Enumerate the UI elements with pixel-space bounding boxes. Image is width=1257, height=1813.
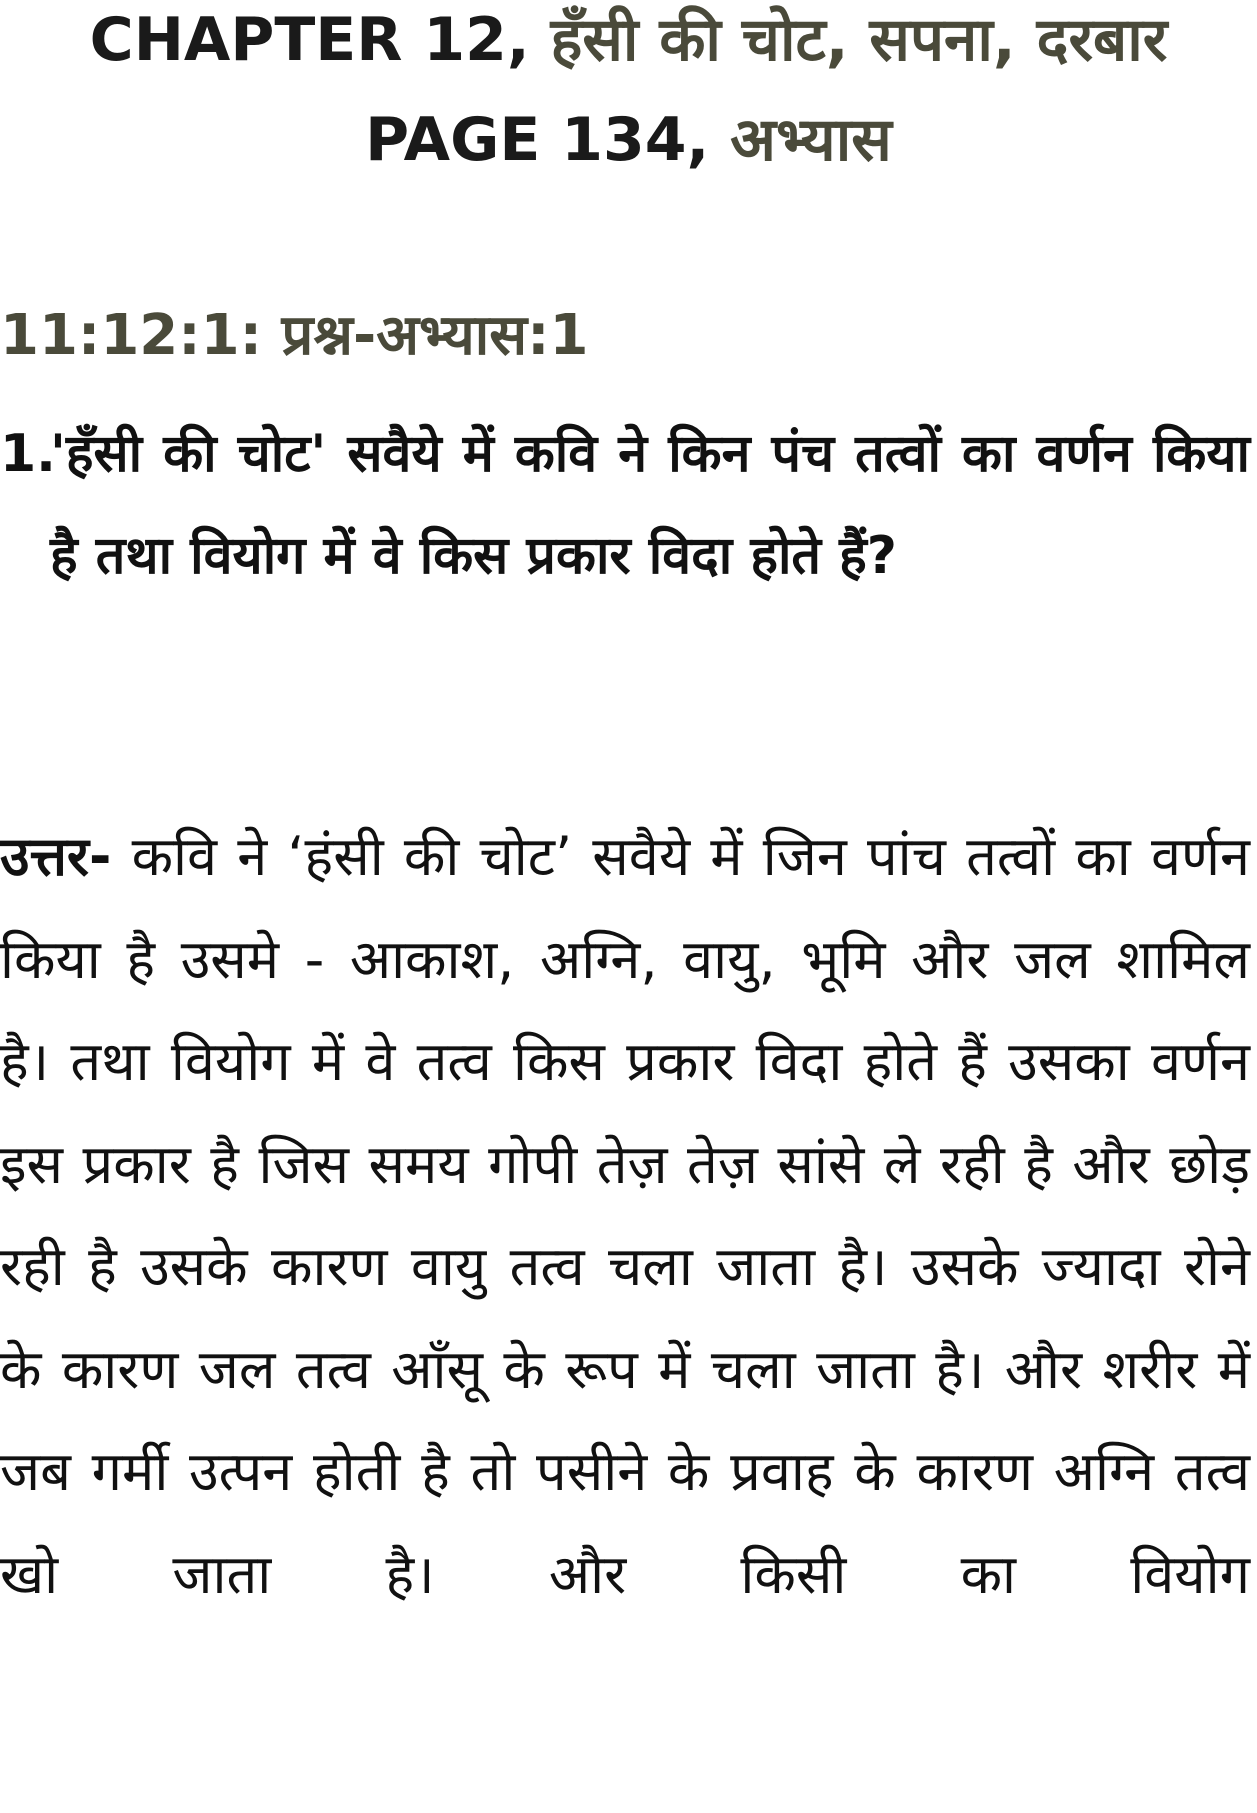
question-text: 'हँसी की चोट' सवैये में कवि ने किन पंच तत्वों का वर्णन किया है तथा वियोग में वे किस प्रकार विदा होते हैं? [50, 424, 1250, 586]
section-heading: 11:12:1: प्रश्न-अभ्यास:1 [0, 303, 589, 368]
answer-block [0, 806, 1250, 1626]
answer-label: उत्तर- [0, 825, 112, 888]
page-number: PAGE 134, [365, 105, 710, 175]
chapter-number: CHAPTER 12, [89, 5, 530, 75]
question-number: 1. [0, 424, 56, 484]
page-title-line [0, 90, 1257, 190]
page-subtitle: अभ्यास [730, 105, 892, 175]
answer-text: कवि ने ‘हंसी की चोट’ सवैये में जिन पांच तत्वों का वर्णन किया है उसमे - आकाश, अग्नि, वायु, भूमि और जल शामिल है। तथा वियोग में वे तत्व किस प्रकार विदा होते हैं उसका वर्णन इस प्रकार है जिस समय गोपी तेज़ तेज़ सांसे ले रही है और छोड़ रही है उसके कारण वायु तत्व चला जाता है। उसके ज्यादा रोने के कारण जल तत्व आँसू के रूप में चला जाता है। और शरीर में जब गर्मी उत्पन होती है तो पसीने के प्रवाह के कारण अग्नि तत्व खो जाता है। और किसी का वियोग [0, 825, 1250, 1606]
chapter-topics: हँसी की चोट, सपना, दरबार [550, 5, 1168, 75]
chapter-title-line [0, 0, 1257, 90]
